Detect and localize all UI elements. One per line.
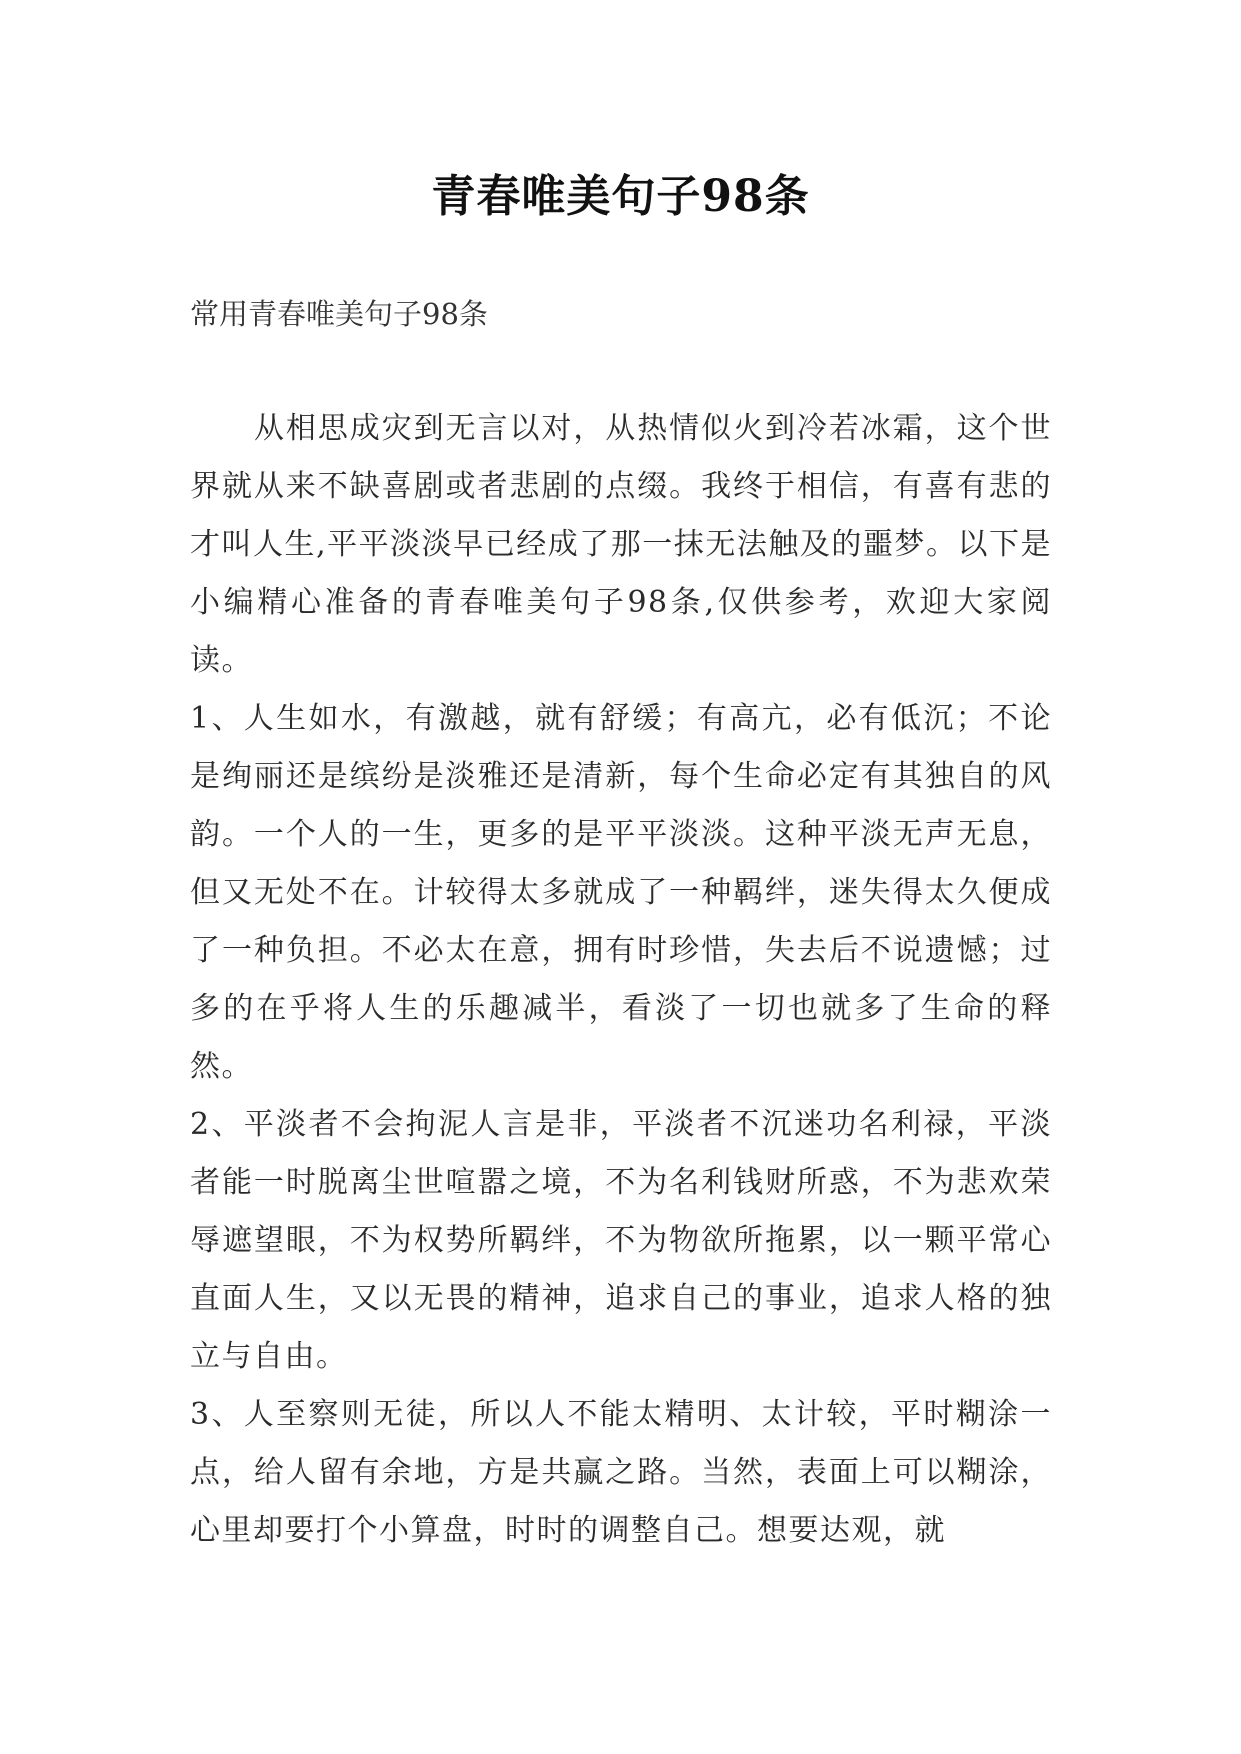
paragraph-item-2: 2、平淡者不会拘泥人言是非，平淡者不沉迷功名利禄，平淡者能一时脱离尘世喧嚣之境，不为名利钱财所惑，不为悲欢荣辱遮望眼，不为权势所羁绊，不为物欲所拖累，以一颗平常心直面人生，又以无畏的精神，追求自己的事业，追求人格的独立与自由。	[190, 1107, 1052, 1374]
paragraph-item-3: 3、人至察则无徒，所以人不能太精明、太计较，平时糊涂一点，给人留有余地，方是共赢之路。当然，表面上可以糊涂，心里却要打个小算盘，时时的调整自己。想要达观，就	[190, 1397, 1052, 1548]
intro-paragraph: 从相思成灾到无言以对，从热情似火到冷若冰霜，这个世界就从来不缺喜剧或者悲剧的点缀。我终于相信，有喜有悲的才叫人生,平平淡淡早已经成了那一抹无法触及的噩梦。以下是小编精心准备的青春唯美句子98条,仅供参考，欢迎大家阅读。	[190, 411, 1052, 678]
document-title: 青春唯美句子98条	[431, 171, 810, 222]
paragraph-item-1: 1、人生如水，有激越，就有舒缓；有高亢，必有低沉；不论是绚丽还是缤纷是淡雅还是清新，每个生命必定有其独自的风韵。一个人的一生，更多的是平平淡淡。这种平淡无声无息，但又无处不在。计较得太多就成了一种羁绊，迷失得太久便成了一种负担。不必太在意，拥有时珍惜，失去后不说遗憾；过多的在乎将人生的乐趣减半，看淡了一切也就多了生命的释然。	[190, 701, 1052, 1084]
document-body	[190, 400, 1052, 1560]
document-subtitle: 常用青春唯美句子98条	[190, 297, 488, 331]
